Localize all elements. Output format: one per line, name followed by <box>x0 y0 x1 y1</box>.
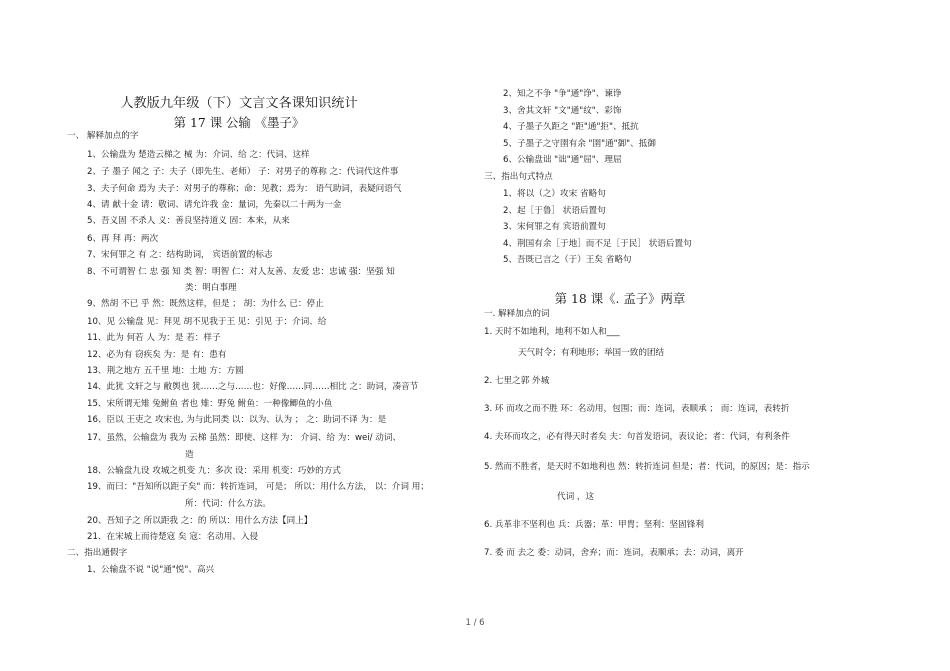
lesson-17-heading: 第 17 课 公输 《墨子》 <box>173 115 305 130</box>
list-item: 16、臣以 王吏之 攻宋也, 为与此同类 以：以为、认为 ； 之：助词不译 为：是 <box>87 415 387 425</box>
list-item: 15、宋所谓无雉 兔鲋鱼 者也 雉：野兔 鲋鱼：一种像鲫鱼的小鱼 <box>87 399 333 409</box>
list-item: 1、将以（之）攻宋 省略句 <box>503 189 606 199</box>
list-item: 2、子 墨子 闻之 子：夫子（即先生、老师） 子：对男子的尊称 之：代词代这件事 <box>87 167 399 177</box>
list-item: 9、然胡 不已 乎 然：既然这样，但是 ； 胡：为什么 已：停止 <box>87 299 324 309</box>
list-item: 2、知之不争 "争"通"诤"、谏诤 <box>503 89 622 99</box>
list-item: 3、舍其文轩 "文"通"纹"、彩饰 <box>503 106 622 116</box>
list-item: 5、吾义固 不杀人 义：善良坚持道义 固：本来，从来 <box>87 216 290 226</box>
list-item: 14、此犹 文轩之与 敝舆也 犹……之与……也：好像……同……相比 之：助词，凑音节 <box>87 382 419 392</box>
section-heading: 一. 解释加点的词 <box>484 309 550 319</box>
section-heading: 三、指出句式特点 <box>484 172 553 182</box>
list-item: 18、公输盘九设 攻城之机变 九：多次 设：采用 机变：巧妙的方式 <box>87 466 341 476</box>
list-item: 3、夫子何命 焉为 夫子：对男子的尊称；命：见教；焉为： 语气助词，表疑问语气 <box>87 184 402 194</box>
page-number: 1 / 6 <box>465 618 485 628</box>
list-item: 1. 天时不如地利，地利不如人和___ <box>484 327 620 337</box>
list-item: 19、而曰："吾知所以距子矣" 而：转折连词， 可是； 所以：用什么方法， 以：介词 用； <box>87 482 429 492</box>
list-item: 6. 兵革非不坚利也 兵：兵器；革：甲胄；坚利：坚固锋利 <box>484 520 704 530</box>
list-item-continuation: 天气时令；有利地形；举国一致的团结 <box>518 348 665 358</box>
list-item: 3. 环 而攻之而不胜 环：名动用，包围；而：连词，表顺承 ； 而：连词，表转折 <box>484 404 790 414</box>
lesson-18-heading: 第 18 课《. 孟子》两章 <box>554 291 686 306</box>
list-item: 5、吾既已言之（于）王矣 省略句 <box>503 255 632 265</box>
list-item: 21、在宋城上而待楚寇 矣 寇：名动用、入侵 <box>87 532 259 542</box>
list-item-continuation: 代词 ，这 <box>557 492 595 502</box>
list-item: 4. 夫环而攻之，必有得天时者矣 夫：句首发语词，表议论；者：代词，有利条件 <box>484 432 790 442</box>
list-item: 13、荆之地方 五千里 地：土地 方：方圆 <box>87 366 244 376</box>
list-item-continuation: 造 <box>185 450 194 460</box>
list-item: 5、子墨子之守圉有余 "圉"通"御"、抵御 <box>503 139 656 149</box>
list-item: 17、虽然，公输盘为 我为 云梯 虽然：即使、这样 为： 介词、给 为：wei/ 动词、 <box>87 433 402 443</box>
section-heading: 二、指出通假字 <box>67 548 128 558</box>
list-item: 4、子墨子久距之 "距"通"拒"、抵抗 <box>503 122 639 132</box>
list-item: 11、此为 何若 人 为：是 若：样子 <box>87 333 221 343</box>
list-item: 7. 委 而 去之 委：动词，舍弃；而：连词，表顺承；去：动词，离开 <box>484 548 744 558</box>
list-item: 3、宋何罪之有 宾语前置句 <box>503 222 606 232</box>
list-item: 20、吾知子之 所以距我 之：的 所以：用什么方法【同上】 <box>87 516 313 526</box>
list-item: 6、再 拜 再：两次 <box>87 234 159 244</box>
list-item: 4、请 献十金 请：敬词、请允许我 金：量词，先秦以二十两为一金 <box>87 200 342 210</box>
list-item-continuation: 所：代词：什么方法。 <box>185 499 271 509</box>
section-heading: 一、 解释加点的字 <box>67 131 139 141</box>
list-item: 1、公输盘不说 "说"通"悦"、高兴 <box>87 565 215 575</box>
list-item: 10、见 公输盘 见：拜见 胡不见我于王 见：引见 于：介词、给 <box>87 317 327 327</box>
list-item: 8、不可谓智 仁 忠 强 知 类 智：明智 仁：对人友善、友爱 忠：忠诚 强：坚强 知 <box>87 267 395 277</box>
list-item: 5. 然而不胜者，是天时不如地利也 然：转折连词 但是；者：代词，的原因；是：指示 <box>484 462 810 472</box>
list-item: 12、必为有 窃疾矣 为：是 有：患有 <box>87 350 227 360</box>
list-item: 1、公输盘为 楚造云梯之 械 为：介词、给 之：代词、这样 <box>87 150 310 160</box>
list-item: 4、荆国有余［于地］而不足［于民］ 状语后置句 <box>503 239 692 249</box>
list-item: 2. 七里之郭 外城 <box>484 376 550 386</box>
list-item-continuation: 类：明白事理 <box>185 283 237 293</box>
list-item: 7、宋何罪之 有 之：结构助词， 宾语前置的标志 <box>87 250 273 260</box>
document-title: 人教版九年级（下）文言文各课知识统计 <box>120 96 358 111</box>
list-item: 6、公输盘诎 "诎"通"屈"、理屈 <box>503 155 622 165</box>
list-item: 2、起［于鲁］ 状语后置句 <box>503 206 606 216</box>
